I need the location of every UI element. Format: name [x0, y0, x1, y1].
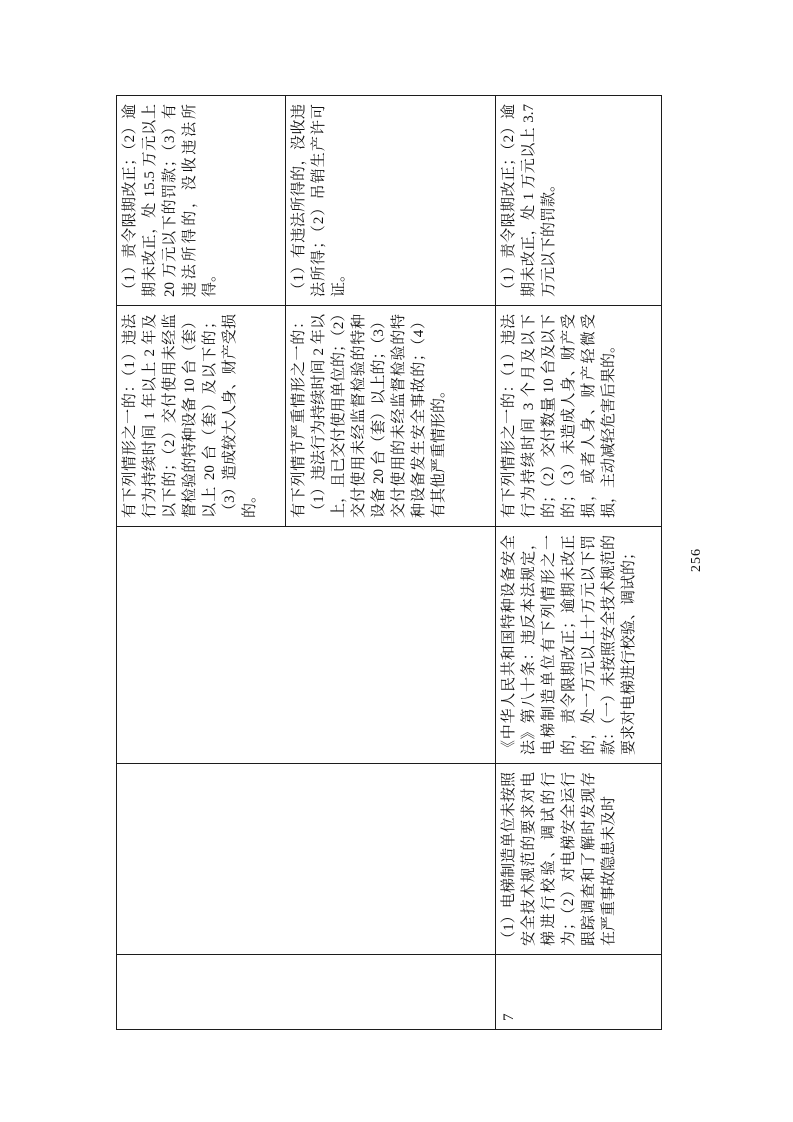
cell-situation: 有下列情节严重情形之一的：（1）违法行为持续时间 2 年以上，且已交付使用单位的；（2）交付使用未经监督检验的特种设备 20 台（套）以上的；（3）交付使用的未经监督检验的特种设备发生安全事故的；（4）有其他严重情形的。 — [286, 306, 496, 527]
table-row — [117, 96, 286, 1030]
cell-violation-continued — [117, 764, 496, 955]
cell-situation: 有下列情形之一的：（1）违法行为持续时间 1 年以上 2 年及以下的；（2）交付使用未经监督检验的特种设备 10 台（套）以上 20 台（套）及以下的；（3）造成较大人身、财产受损的。 — [117, 306, 286, 527]
cell-legal-basis: 《中华人民共和国特种设备安全法》第八十条：违反本法规定，电梯制造单位有下列情形之一的，责令限期改正；逾期未改正的，处一万元以上十万元以下罚款：（一）未按照安全技术规范的要求对电梯进行校验、调试的； — [496, 527, 662, 764]
cell-situation: 有下列情形之一的：（1）违法行为持续时间 3 个月及以下的；（2）交付数量 10 台及以下的；（3）未造成人身、财产受损，或者人身、财产轻微受损，主动减轻危害后果的。 — [496, 306, 662, 527]
penalty-discretion-table — [116, 95, 662, 1030]
cell-penalty: （1）责令限期改正；（2）逾期未改正，处 15.5 万元以上 20 万元以下的罚款；（3）有违法所得的，没收违法所得。 — [117, 96, 286, 306]
table-row — [496, 96, 662, 1030]
cell-violation: （1）电梯制造单位未按照安全技术规范的要求对电梯进行校验、调试的行为；（2）对电梯安全运行跟踪调查和了解时发现存在严重事故隐患未及时 — [496, 764, 662, 955]
page-number: 256 — [689, 548, 704, 572]
cell-legal-basis-continued — [117, 527, 496, 764]
rotated-table — [116, 96, 662, 1030]
cell-seq-continued — [117, 955, 496, 1030]
cell-penalty: （1）有违法所得的，没收违法所得；（2）吊销生产许可证。 — [286, 96, 496, 306]
cell-penalty: （1）责令限期改正；（2）逾期未改正，处 1 万元以上 3.7 万元以下的罚款。 — [496, 96, 662, 306]
page-number-container — [687, 538, 707, 582]
cell-seq: 7 — [496, 955, 662, 1030]
rotated-table-container — [116, 96, 662, 1030]
